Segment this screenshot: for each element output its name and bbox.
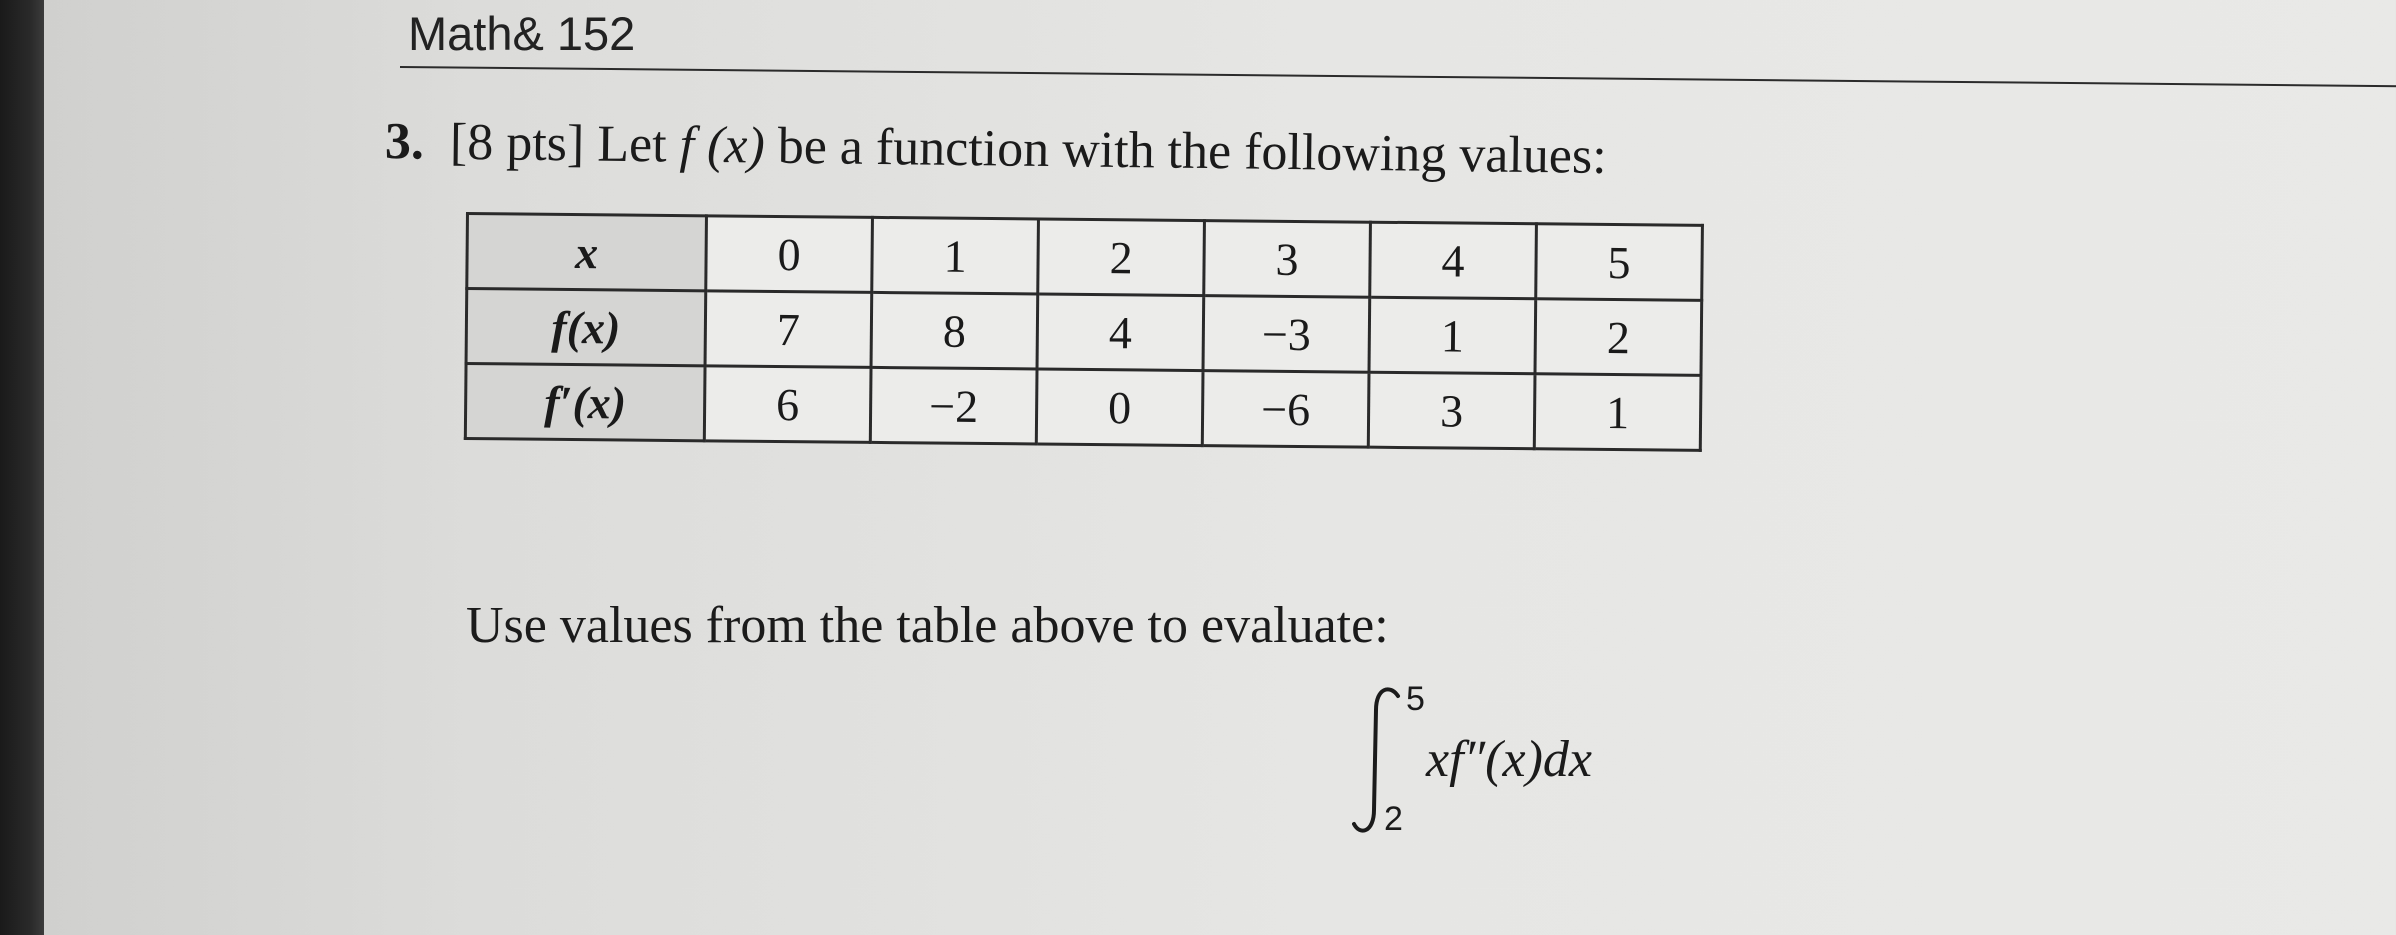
table-cell: 4 xyxy=(1037,294,1204,371)
table-cell: 1 xyxy=(1534,374,1701,451)
integral-expression xyxy=(1352,680,1692,840)
table-cell: 1 xyxy=(872,217,1039,294)
problem-statement xyxy=(385,112,1607,186)
table-row-x xyxy=(467,214,1703,301)
integrand: xf″(x)dx xyxy=(1426,731,1592,788)
table-cell: −6 xyxy=(1202,371,1369,448)
table-cell: 6 xyxy=(704,366,871,443)
instruction-text: Use values from the table above to evaluate: xyxy=(466,597,1389,654)
table-cell: 2 xyxy=(1038,219,1205,296)
row-label-fx: f(x) xyxy=(466,289,706,366)
table-cell: 0 xyxy=(706,216,873,293)
left-bezel xyxy=(0,0,44,935)
table-row-fprime xyxy=(465,364,1701,451)
table-cell: 5 xyxy=(1536,224,1703,301)
function-name: f (x) xyxy=(679,116,766,175)
row-label-x: x xyxy=(467,214,707,291)
table-cell: 3 xyxy=(1368,372,1535,449)
table-cell: 2 xyxy=(1535,299,1702,376)
table-cell: −2 xyxy=(870,367,1037,444)
problem-points: [8 pts] xyxy=(449,113,585,173)
problem-number: 3. xyxy=(384,113,425,171)
table-cell: 8 xyxy=(871,292,1038,369)
integral-lower-limit: 2 xyxy=(1384,800,1403,838)
table-row-fx xyxy=(466,289,1702,376)
problem-text-before: Let xyxy=(596,115,680,174)
course-title: Math& 152 xyxy=(408,7,636,60)
integral-upper-limit: 5 xyxy=(1406,680,1425,718)
row-label-fprime: f′(x) xyxy=(465,364,705,441)
table-cell: 3 xyxy=(1204,221,1371,298)
table-cell: −3 xyxy=(1203,296,1370,373)
table-cell: 0 xyxy=(1036,369,1203,446)
table-cell: 1 xyxy=(1369,297,1536,374)
integral-sign-icon xyxy=(1352,680,1412,840)
table-cell: 4 xyxy=(1370,222,1537,299)
values-table xyxy=(464,212,1704,452)
problem-text-after: be a function with the following values: xyxy=(764,117,1607,185)
table-cell: 7 xyxy=(705,291,872,368)
header-rule xyxy=(400,66,2396,87)
